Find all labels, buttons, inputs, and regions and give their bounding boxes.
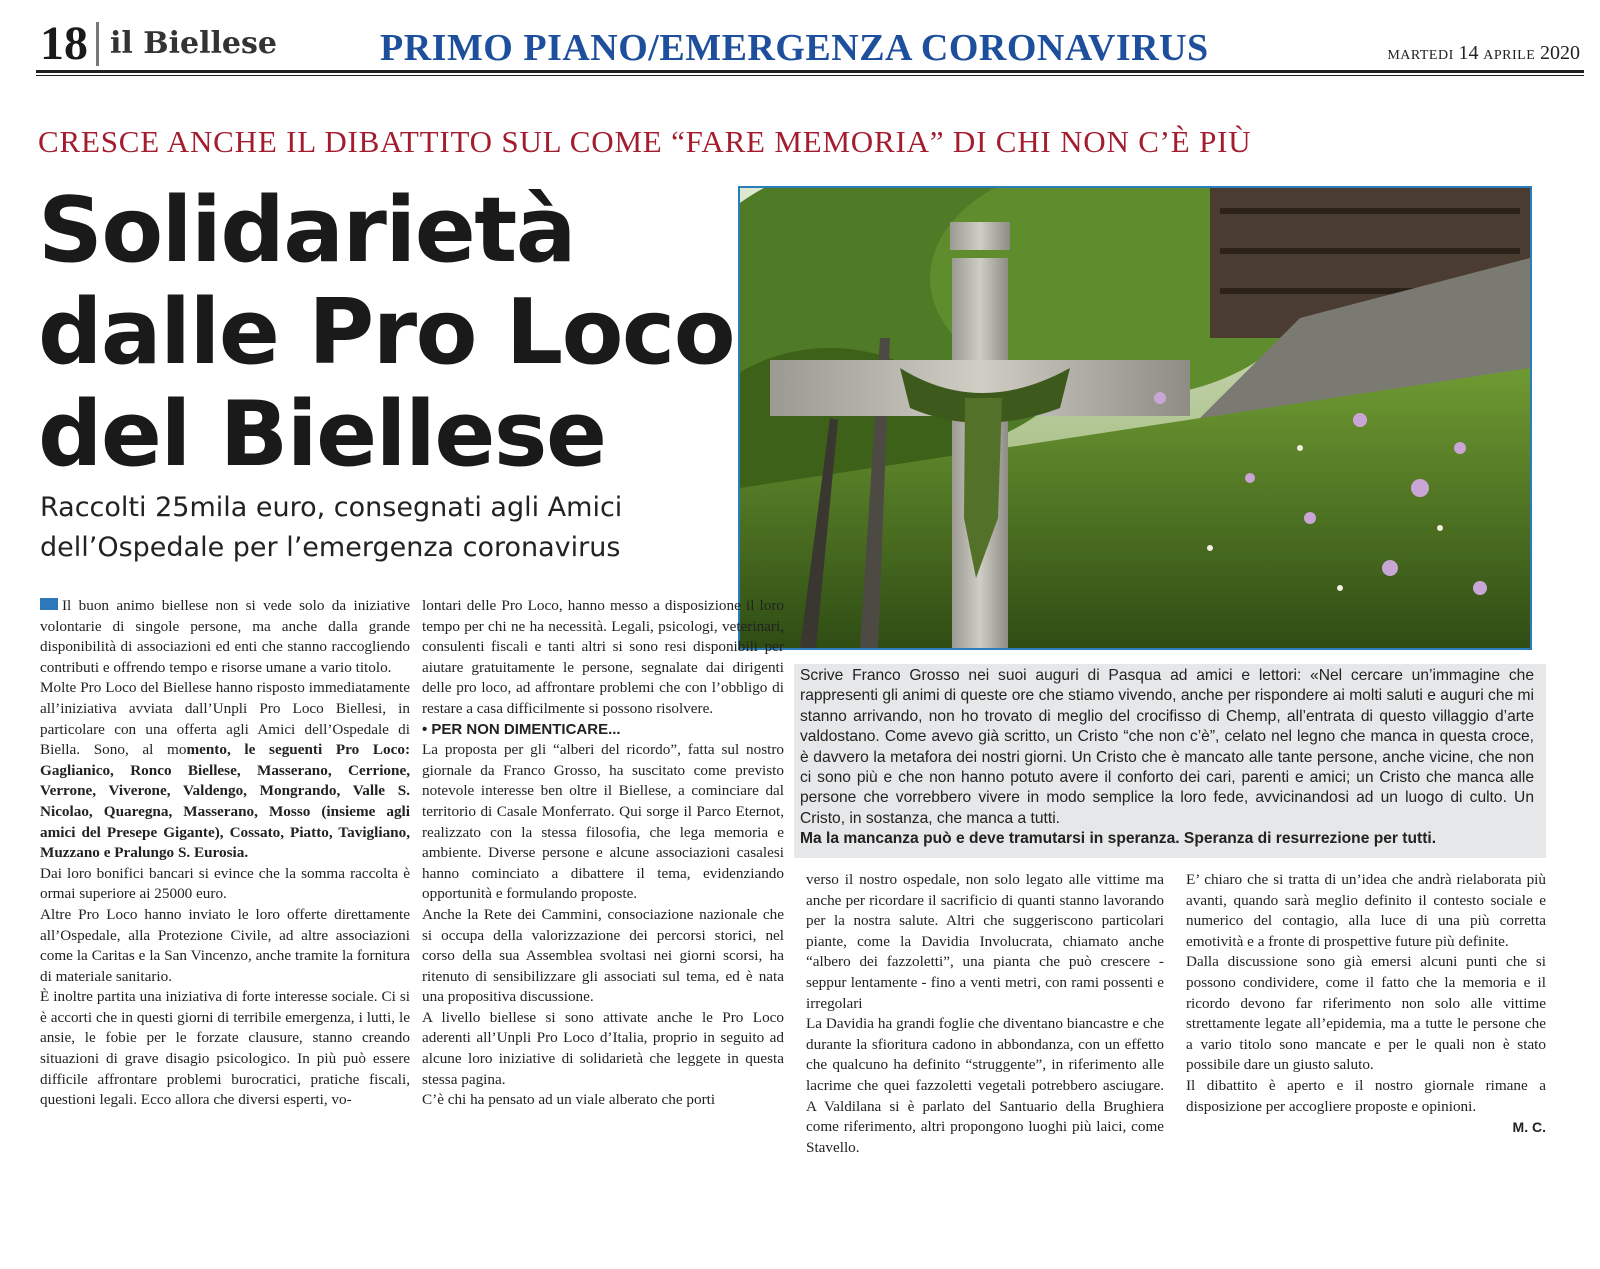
caption-closing: Ma la mancanza può e deve tramutarsi in speranza. Speranza di resurrezione per tutti. — [800, 830, 1437, 848]
photo-caption — [794, 664, 1546, 858]
paragraph: E’ chiaro che si tratta di un’idea che andrà rielaborata più avanti, quando sarà meglio definito il contesto sociale e numerico del contagio, alla luce di una più corretta emotività e a fronte di prospettive future più definite. — [1186, 871, 1546, 950]
caption-text: Scrive Franco Grosso nei suoi auguri di Pasqua ad amici e lettori: «Nel cercare un’immagine che rappresenti gli animi di queste ore che stiamo vivendo, anche per rispondere ai molti saluti e auguri che mi stanno arrivando, non ho trovato di meglio del crocifisso di Chemp, all’entrata di questo villaggio d’arte valdostano. Come avevo già scritto, un Cristo “che non c’è”, celato nel legno che manca in questa croce, è davvero la metafora dei nostri giorni. Un Cristo che è mancato alle tante persone, anche vicine, che non ci sono più e che non hanno potuto avere il conforto dei cari, parenti e amici; un Cristo che manca alle persone che vorrebbero vivere in modo semplice la loro fede, avvicinandosi ad un luogo di culto. Un Cristo, in sostanza, che manca a tutti. — [800, 667, 1534, 827]
article-start-square-icon — [40, 598, 58, 610]
subheading: • PER NON DIMENTICARE... — [422, 720, 621, 738]
paragraph: Anche la Rete dei Cammini, consociazione nazionale che si occupa della valorizzazione dei percorsi storici, nel corso della sua Assemblea svoltasi nei giorni scorsi, ha ritenuto di sensibilizzare gli associati sul tema, ed è nata una propositiva discussione. — [422, 905, 784, 1006]
article-column-4 — [1186, 870, 1546, 1138]
article-column-2 — [422, 596, 784, 1111]
paragraph: È inoltre partita una iniziativa di forte interesse sociale. Ci si è accorti che in questi giorni di terribile emergenza, i lutti, le ansie, le fobie per le forzate clausure, stanno creando situazioni di grave disagio psicologico. In più può essere difficile affrontare problemi burocratici, pratiche fiscali, questioni legali. Ecco allora che diversi esperti, vo- — [40, 988, 410, 1109]
paragraph: Il dibattito è aperto e il nostro giornale rimane a disposizione per accogliere proposte e opinioni. — [1186, 1076, 1546, 1115]
article-standfirst — [40, 488, 730, 568]
pro-loco-list: mento, le seguenti Pro Loco: Gaglianico, Ronco Biellese, Masserano, Cerrione, Verrone, Viverone, Valdengo, Mongrando, Valle S. Nicolao, Quaregna, Masserano, Mosso (insieme agli amici del Presepe Gigante), Cossato, Piatto, Tavigliano, Muzzano e Pralungo S. Eurosia. — [40, 741, 410, 862]
article-kicker: CRESCE ANCHE IL DIBATTITO SUL COME “FARE MEMORIA” DI CHI NON C’È PIÙ — [38, 124, 1252, 159]
masthead — [36, 14, 1584, 74]
issue-day: 14 — [1458, 42, 1479, 64]
paragraph: verso il nostro ospedale, non solo legato alle vittime ma anche per ricordare il sacrificio di quanti stanno lavorando per la nostra salute. Altri che suggeriscono particolari piante, come la Davidia Involucrata, chiamato anche “albero dei fazzoletti”, una pianta che può crescere - seppur lentamente - fino a venti metri, con rami possenti e irregolari — [806, 871, 1164, 1012]
article-column-3 — [806, 870, 1164, 1158]
headline-line: dalle Pro Loco — [38, 280, 735, 385]
page-number-divider — [96, 22, 99, 66]
paragraph: La Davidia ha grandi foglie che diventano biancastre e che durante la sfioritura cadono in abbondanza, con un effetto che qualcuno ha definito “struggente”, in riferimento alle lacrime che quei fazzoletti vegetali potrebbero asciugare. A Valdilana si è parlato del Santuario della Brughiera come riferimento, altri propongono luoghi più laici, come Stavello. — [806, 1015, 1164, 1156]
paragraph — [40, 678, 410, 863]
article-headline — [38, 180, 738, 486]
paragraph: lontari delle Pro Loco, hanno messo a disposizione il loro tempo per chi ne ha necessità. Legali, psicologi, veterinari, consulenti fiscali e tanti altri si sono resi disponibili per aiutare gratuitamente le persone, segnalate dai dirigenti delle pro loco, ad affrontare problemi che con l’obbligo di restare a casa difficilmente si possono risolvere. — [422, 597, 784, 717]
issue-weekday: MARTEDI — [1387, 48, 1454, 63]
paragraph: Altre Pro Loco hanno inviato le loro offerte direttamente all’Ospedale, alla Protezione Civile, ad altre associazioni come la Caritas e la San Vincenzo, anche tramite la fornitura di materiale sanitario. — [40, 905, 410, 985]
wooden-crucifix-photo — [740, 188, 1530, 648]
author-signature: M. C. — [1512, 1119, 1546, 1136]
paragraph-text: Il buon animo biellese non si vede solo da iniziative volontarie di singole persone, ma anche dalla grande disponibilità di associazioni ed enti che stanno raccogliendo contributi e offrendo tempo e risorse umane a vario titolo. — [40, 597, 410, 676]
paragraph-text: Molte Pro Loco del Biellese hanno risposto immediatamente all’iniziativa avviata dall’Unpli Pro Loco Biellesi, in particolare con una offerta agli Amici dell’Ospedale di Biella. Sono, al mo — [40, 679, 410, 759]
article-photo — [738, 186, 1532, 650]
paragraph: Dalla discussione sono già emersi alcuni punti che si possono condividere, come il fatto che la memoria e il ricordo devono far riferimento non solo alle vittime strettamente legate all’epidemia, ma a tutte le persone che a vario titolo sono mancate e per le quali non è stato possibile dare un giusto saluto. — [1186, 953, 1546, 1074]
standfirst-line: dell’Ospedale per l’emergenza coronavirus — [40, 532, 621, 563]
masthead-rule — [36, 70, 1584, 73]
issue-year: 2020 — [1540, 42, 1580, 64]
article-column-1 — [40, 596, 410, 1111]
masthead-rule-thin — [36, 75, 1584, 76]
section-title: PRIMO PIANO/EMERGENZA CORONAVIRUS — [380, 27, 1209, 69]
paragraph: C’è chi ha pensato ad un viale alberato che porti — [422, 1091, 716, 1109]
issue-month: APRILE — [1483, 48, 1536, 63]
headline-line: del Biellese — [38, 382, 606, 487]
paragraph — [40, 596, 410, 678]
paragraph: La proposta per gli “alberi del ricordo”, fatta sul nostro giornale da Franco Grosso, ha suscitato come previsto notevole interesse ben oltre il Biellese, a cominciare dal territorio di Casale Monferrato. Qui sorge il Parco Eternot, realizzato con la stessa filosofia, che lega memoria e ambiente. Diverse persone e alcune associazioni casalesi hanno cominciato a dibattere il tema, evidenziando opportunità e formulando proposte. — [422, 741, 784, 903]
standfirst-line: Raccolti 25mila euro, consegnati agli Amici — [40, 492, 623, 523]
newspaper-name: il Biellese — [110, 26, 277, 61]
paragraph: A livello biellese si sono attivate anche le Pro Loco aderenti all’Unpli Pro Loco d’Italia, proprio in seguito ad alcune loro iniziative di solidarietà che leggete in questa stessa pagina. — [422, 1008, 784, 1088]
headline-line: Solidarietà — [38, 178, 576, 283]
issue-date — [1387, 42, 1580, 67]
paragraph: Dai loro bonifici bancari si evince che la somma raccolta è ormai superiore ai 25000 euro. — [40, 864, 410, 903]
page-number: 18 — [40, 17, 88, 70]
